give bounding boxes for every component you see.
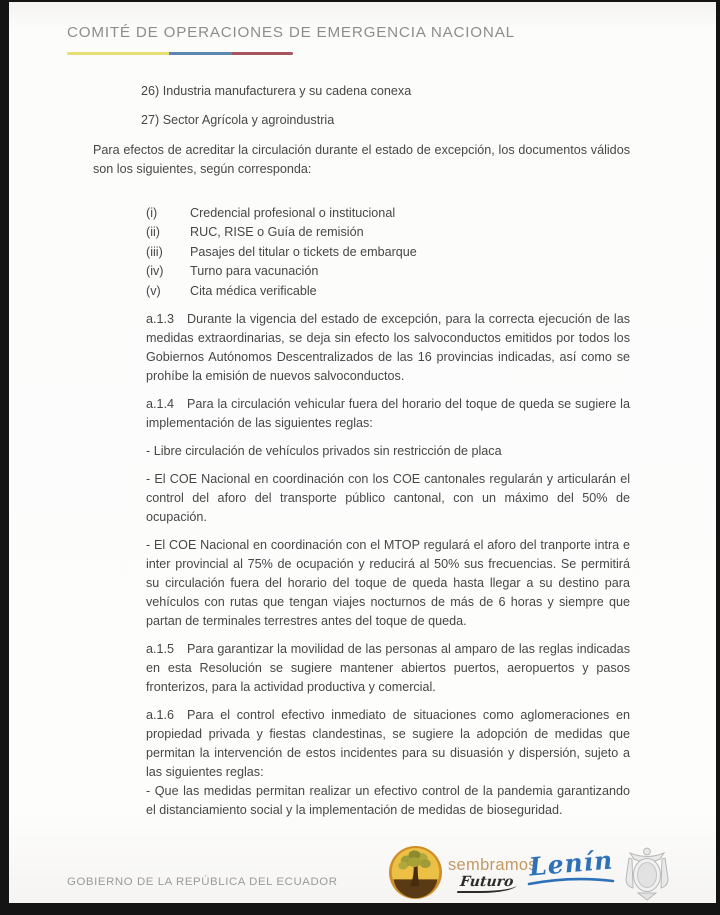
list-item-text: Cita médica verificable bbox=[190, 283, 317, 298]
clause-text: Para el control efectivo inmediato de situaciones como aglomeraciones en propiedad privada y fiestas clandestinas, se sugiere la adopción de medidas que permitan la intervención de estos incidentes para su disuasión y dispersión, sujeto a las siguientes reglas: bbox=[146, 708, 630, 780]
numbered-item-26: 26) Industria manufacturera y su cadena conexa bbox=[141, 84, 412, 98]
rule-bullet: - El COE Nacional en coordinación con el MTOP regulará el aforo del tranporte intra e inter provincial al 75% de ocupación y reducirá al 50% sus frecuencias. Se permitirá su circulación fuera del horario del toque de queda hasta llegar a su destino para vehículos con rutas que tengan viajes nocturnos de más de 6 horas y siempre que partan de terminales terrestres antes del toque de queda. bbox=[146, 538, 630, 629]
list-item bbox=[146, 223, 630, 242]
sembramos-word: sembramos bbox=[448, 856, 537, 874]
clause-a13 bbox=[146, 310, 630, 386]
flag-yellow-segment bbox=[67, 52, 169, 55]
page-title: COMITÉ DE OPERACIONES DE EMERGENCIA NACIONAL bbox=[67, 24, 515, 41]
sembramos-futuro-logo bbox=[388, 845, 537, 905]
list-marker: (iii) bbox=[146, 244, 163, 259]
flag-blue-segment bbox=[169, 52, 232, 55]
list-item bbox=[146, 282, 630, 301]
document-page bbox=[9, 2, 716, 903]
list-item bbox=[146, 204, 630, 223]
clause-label: a.1.5 bbox=[146, 642, 175, 657]
list-item bbox=[146, 262, 630, 281]
clause-a15 bbox=[146, 640, 630, 697]
clause-label: a.1.6 bbox=[146, 708, 175, 723]
ecuador-coat-of-arms-icon bbox=[617, 843, 677, 910]
futuro-word: Futuro bbox=[457, 874, 518, 893]
clause-label: a.1.4 bbox=[146, 397, 175, 412]
clause-a16 bbox=[146, 706, 630, 782]
intro-paragraph: Para efectos de acreditar la circulación durante el estado de excepción, los documentos válidos son los siguientes, según corresponda: bbox=[93, 143, 630, 176]
clause-text: Durante la vigencia del estado de excepción, para la correcta ejecución de las medidas extraordinarias, se deja sin efecto los salvoconductos emitidos por todos los Gobiernos Autónomos Descentralizados de las 16 provincias indicadas, así como se prohíbe la emisión de nuevos salvoconductos. bbox=[146, 312, 630, 384]
rule-bullet: - El COE Nacional en coordinación con los COE cantonales regularán y articularán el control del aforo del transporte público cantonal, con un máximo del 50% de ocupación. bbox=[146, 472, 630, 525]
clause-a14 bbox=[146, 395, 630, 433]
clause-text: Para la circulación vehicular fuera del horario del toque de queda se sugiere la implementación de las siguientes reglas: bbox=[146, 397, 630, 431]
document-body bbox=[9, 72, 716, 820]
list-item bbox=[146, 243, 630, 262]
rule-bullet: - Libre circulación de vehículos privados sin restricción de placa bbox=[146, 444, 502, 459]
government-label: GOBIERNO DE LA REPÚBLICA DEL ECUADOR bbox=[67, 876, 338, 888]
list-item-text: Pasajes del titular o tickets de embarque bbox=[190, 244, 417, 259]
flag-red-segment bbox=[232, 52, 293, 55]
numbered-item-27: 27) Sector Agrícola y agroindustria bbox=[141, 113, 335, 127]
rule-bullet: - Que las medidas permitan realizar un efectivo control de la pandemia garantizando el distanciamiento social y la implementación de medidas de bioseguridad. bbox=[146, 784, 630, 818]
list-item-text: Turno para vacunación bbox=[190, 264, 319, 279]
valid-documents-list bbox=[146, 204, 630, 301]
ecuador-flag-divider bbox=[67, 52, 293, 55]
list-marker: (v) bbox=[146, 283, 161, 298]
lenin-signature-logo bbox=[523, 845, 619, 892]
list-item-text: Credencial profesional o institucional bbox=[190, 206, 396, 220]
tree-icon bbox=[388, 845, 443, 905]
list-marker: (ii) bbox=[146, 225, 160, 240]
list-item-text: RUC, RISE o Guía de remisión bbox=[190, 225, 364, 240]
list-marker: (iv) bbox=[146, 264, 164, 279]
list-marker: (i) bbox=[146, 206, 158, 220]
clause-text: Para garantizar la movilidad de las personas al amparo de las reglas indicadas en esta Resolución se sugiere mantener abiertos puertos, aeropuertos y pasos fronterizos, para la actividad productiva y comercial. bbox=[146, 642, 630, 695]
lenin-word: Lenín bbox=[527, 845, 615, 882]
clause-label: a.1.3 bbox=[146, 312, 175, 327]
